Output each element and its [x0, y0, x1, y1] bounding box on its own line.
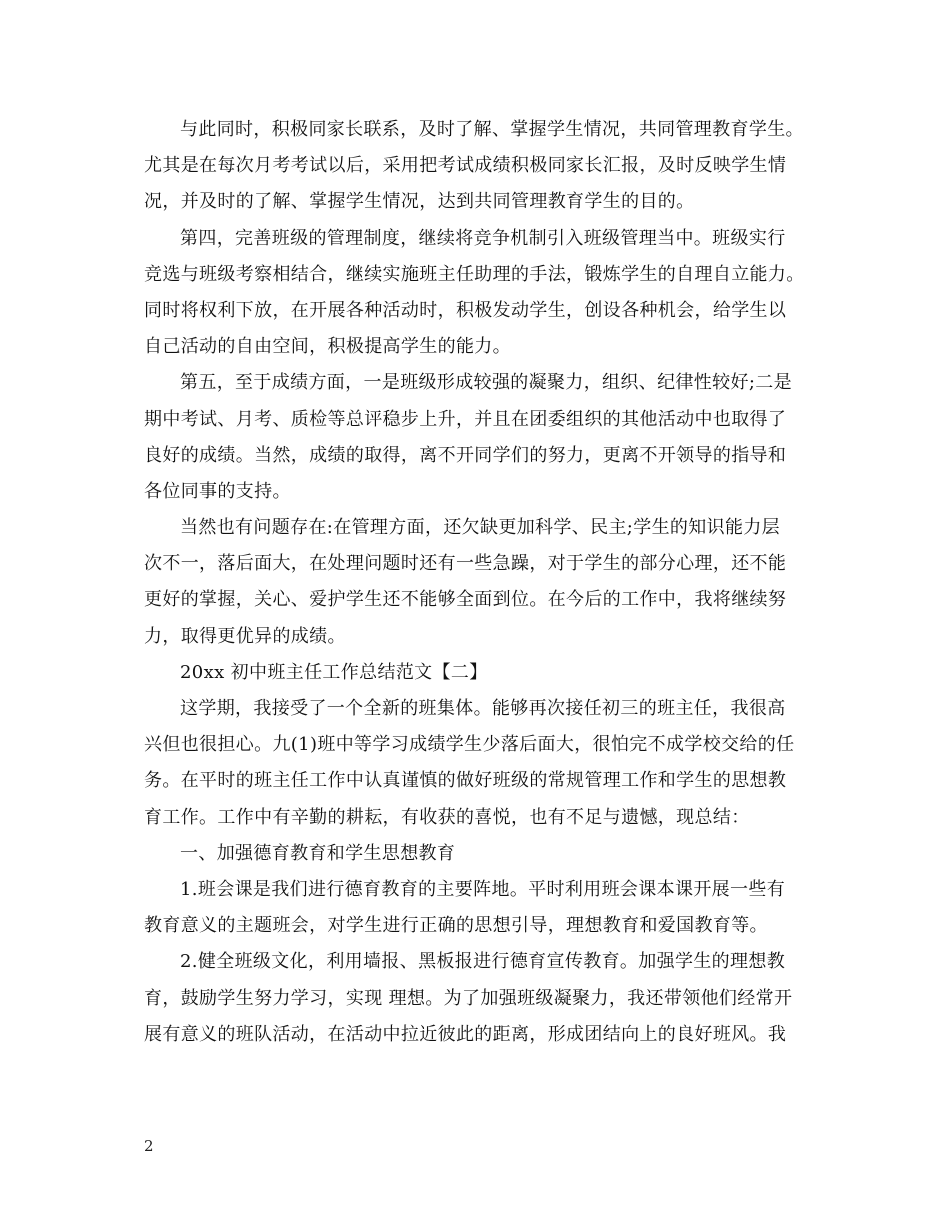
text-line: 次不一，落后面大，在处理问题时还有一些急躁，对于学生的部分心理，还不能 — [144, 553, 787, 575]
text-line: 尤其是在每次月考考试以后，采用把考试成绩积极同家长汇报，及时反映学生情 — [144, 155, 787, 177]
text-line: 竞选与班级考察相结合，继续实施班主任助理的手法，锻炼学生的自理自立能力。 — [144, 263, 805, 285]
paragraph-fifth-point — [144, 365, 814, 510]
text-line: 同时将权利下放，在开展各种活动时，积极发动学生，创设各种机会，给学生以 — [144, 299, 787, 321]
text-line: 这学期，我接受了一个全新的班集体。能够再次接任初三的班主任，我很高 — [180, 698, 786, 719]
text-line: 期中考试、月考、质检等总评稳步上升，并且在团委组织的其他活动中也取得了 — [144, 408, 787, 430]
text-line: 第四，完善班级的管理制度，继续将竞争机制引入班级管理当中。班级实行 — [180, 227, 786, 249]
text-line: 况，并及时的了解、掌握学生情况，达到共同管理教育学生的目的。 — [144, 191, 695, 213]
document-body — [144, 112, 814, 1053]
section-title: 20xx 初中班主任工作总结范文【二】 — [180, 661, 488, 683]
paragraph-fourth-point — [144, 221, 814, 366]
subsection-title: 一、加强德育教育和学生思想教育 — [180, 842, 456, 864]
subsection-heading — [144, 836, 814, 872]
text-line: 自己活动的自由空间，积极提高学生的能力。 — [144, 336, 511, 358]
text-line: 各位同事的支持。 — [144, 480, 291, 502]
text-line: 育，鼓励学生努力学习，实现 理想。为了加强班级凝聚力，我还带领他们经常开 — [144, 987, 793, 1009]
text-line: 育工作。工作中有辛勤的耕耘，有收获的喜悦，也有不足与遗憾，现总结： — [144, 806, 750, 828]
paragraph-problems — [144, 510, 814, 655]
text-line: 当然也有问题存在:在管理方面，还欠缺更加科学、民主;学生的知识能力层 — [180, 517, 781, 539]
text-line: 力，取得更优异的成绩。 — [144, 625, 346, 647]
text-line: 第五，至于成绩方面，一是班级形成较强的凝聚力，组织、纪律性较好;二是 — [180, 372, 792, 394]
paragraph-new-class — [144, 691, 814, 836]
text-line: 展有意义的班队活动，在活动中拉近彼此的距离，形成团结向上的良好班风。我 — [144, 1023, 787, 1045]
text-line: 兴但也很担心。九(1)班中等学习成绩学生少落后面大，很怕完不成学校交给的任 — [144, 734, 795, 756]
paragraph-class-culture — [144, 944, 814, 1053]
text-line: 与此同时，积极同家长联系，及时了解、掌握学生情况，共同管理教育学生。 — [180, 119, 804, 140]
text-line: 良好的成绩。当然，成绩的取得，离不开同学们的努力，更离不开领导的指导和 — [144, 444, 787, 466]
text-line: 1.班会课是我们进行德育教育的主要阵地。平时利用班会课本课开展一些有 — [180, 878, 786, 900]
section-heading — [144, 655, 814, 691]
text-line: 教育意义的主题班会，对学生进行正确的思想引导，理想教育和爱国教育等。 — [144, 915, 768, 937]
text-line: 更好的掌握，关心、爱护学生还不能够全面到位。在今后的工作中，我将继续努 — [144, 589, 787, 611]
text-line: 务。在平时的班主任工作中认真谨慎的做好班级的常规管理工作和学生的思想教 — [144, 770, 787, 792]
paragraph-family-contact — [144, 112, 814, 221]
page-number: 2 — [144, 1137, 154, 1155]
text-line: 2.健全班级文化，利用墙报、黑板报进行德育宣传教育。加强学生的理想教 — [180, 951, 786, 973]
paragraph-class-meeting — [144, 872, 814, 944]
